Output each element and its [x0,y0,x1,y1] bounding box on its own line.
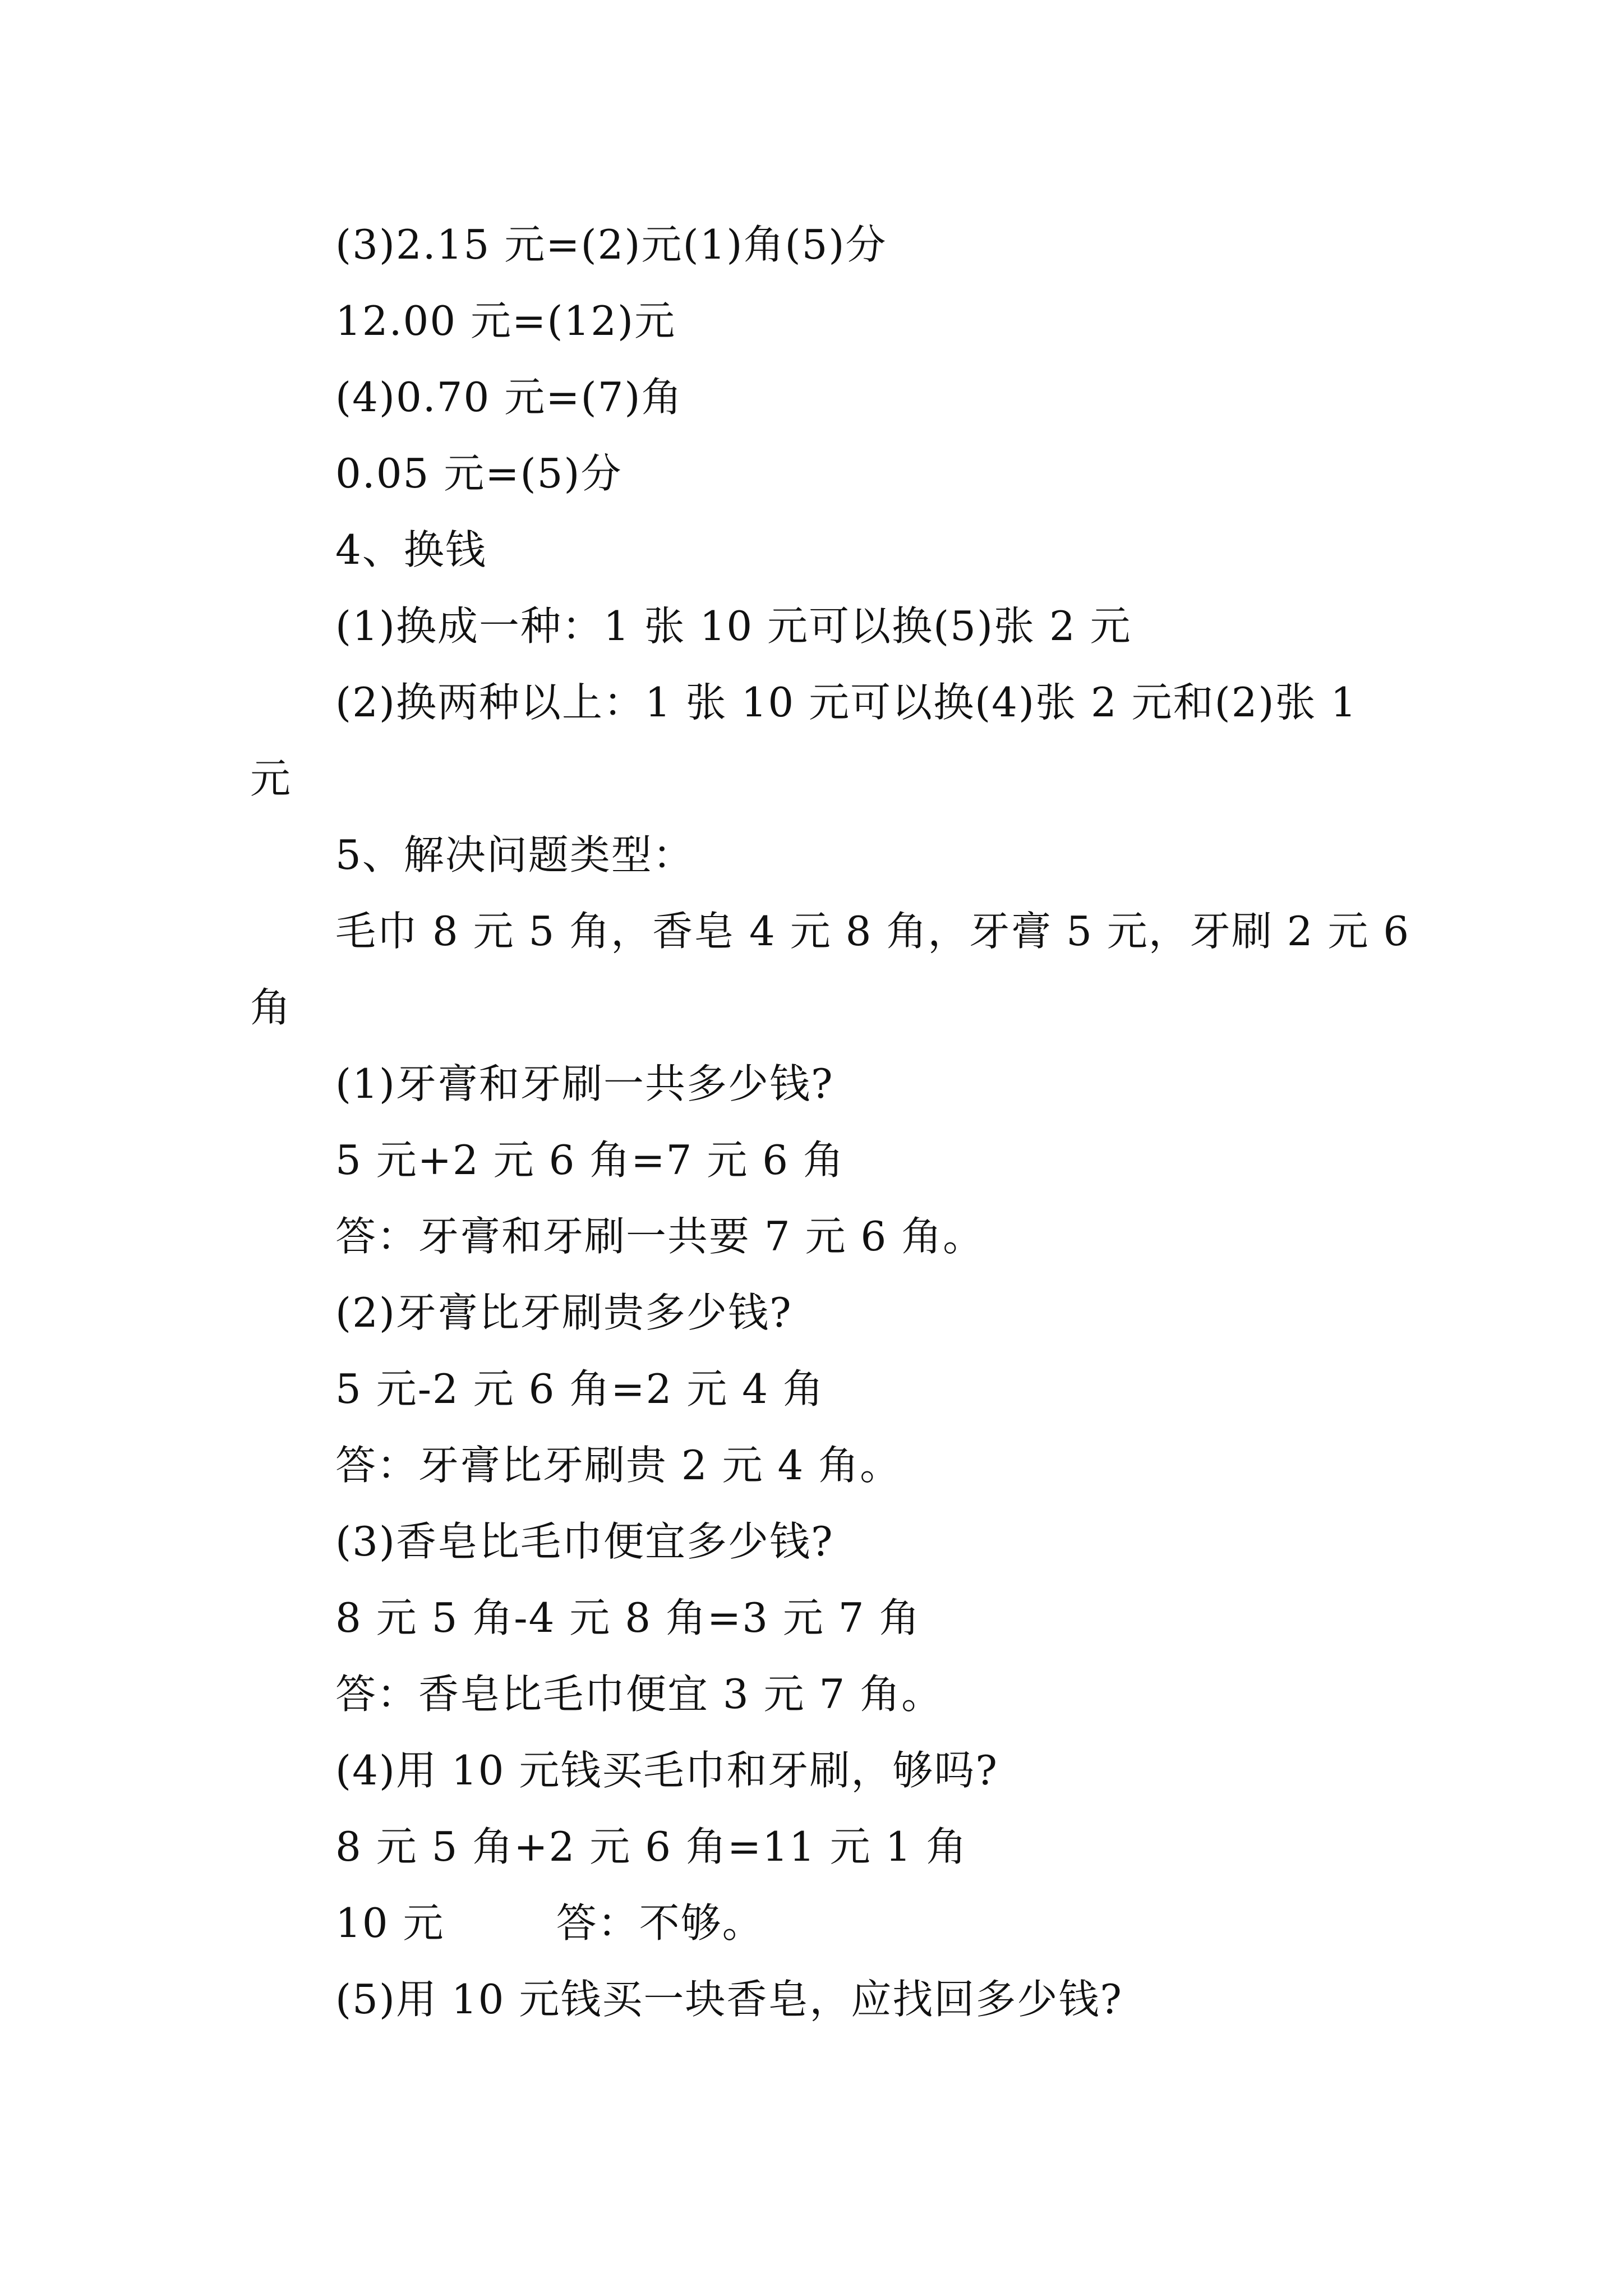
answer-line: 答：香皂比毛巾便宜 3 元 7 角。 [335,1671,943,1718]
text-line-continuation: 角 [250,984,292,1031]
question-line: (2)牙膏比牙刷贵多少钱? [335,1289,792,1336]
section-heading: 4、换钱 [335,526,487,573]
answer-line: 10 元 答：不够。 [335,1899,764,1947]
answer-line: 答：牙膏比牙刷贵 2 元 4 角。 [335,1442,902,1489]
question-line: (3)香皂比毛巾便宜多少钱? [335,1518,834,1565]
text-line: (1)换成一种：1 张 10 元可以换(5)张 2 元 [335,602,1132,650]
text-line: (4)0.70 元=(7)角 [335,374,683,421]
equation-line: 5 元-2 元 6 角=2 元 4 角 [335,1365,824,1412]
text-line: (2)换两种以上：1 张 10 元可以换(4)张 2 元和(2)张 1 [335,679,1358,726]
text-line: 毛巾 8 元 5 角，香皂 4 元 8 角，牙膏 5 元，牙刷 2 元 6 [335,908,1410,955]
equation-line: 8 元 5 角-4 元 8 角=3 元 7 角 [335,1594,921,1641]
text-line: 12.00 元=(12)元 [335,297,676,344]
text-line: 0.05 元=(5)分 [335,450,623,497]
equation-line: 5 元+2 元 6 角=7 元 6 角 [335,1137,845,1184]
text-line-continuation: 元 [250,755,292,802]
answer-line: 答：牙膏和牙刷一共要 7 元 6 角。 [335,1213,985,1260]
equation-line: 8 元 5 角+2 元 6 角=11 元 1 角 [335,1823,968,1870]
text-line: (3)2.15 元=(2)元(1)角(5)分 [335,221,887,268]
question-line: (4)用 10 元钱买毛巾和牙刷，够吗? [335,1747,998,1794]
question-line: (1)牙膏和牙刷一共多少钱? [335,1060,834,1107]
question-line: (5)用 10 元钱买一块香皂，应找回多少钱? [335,1976,1123,2023]
section-heading: 5、解决问题类型： [335,831,694,878]
